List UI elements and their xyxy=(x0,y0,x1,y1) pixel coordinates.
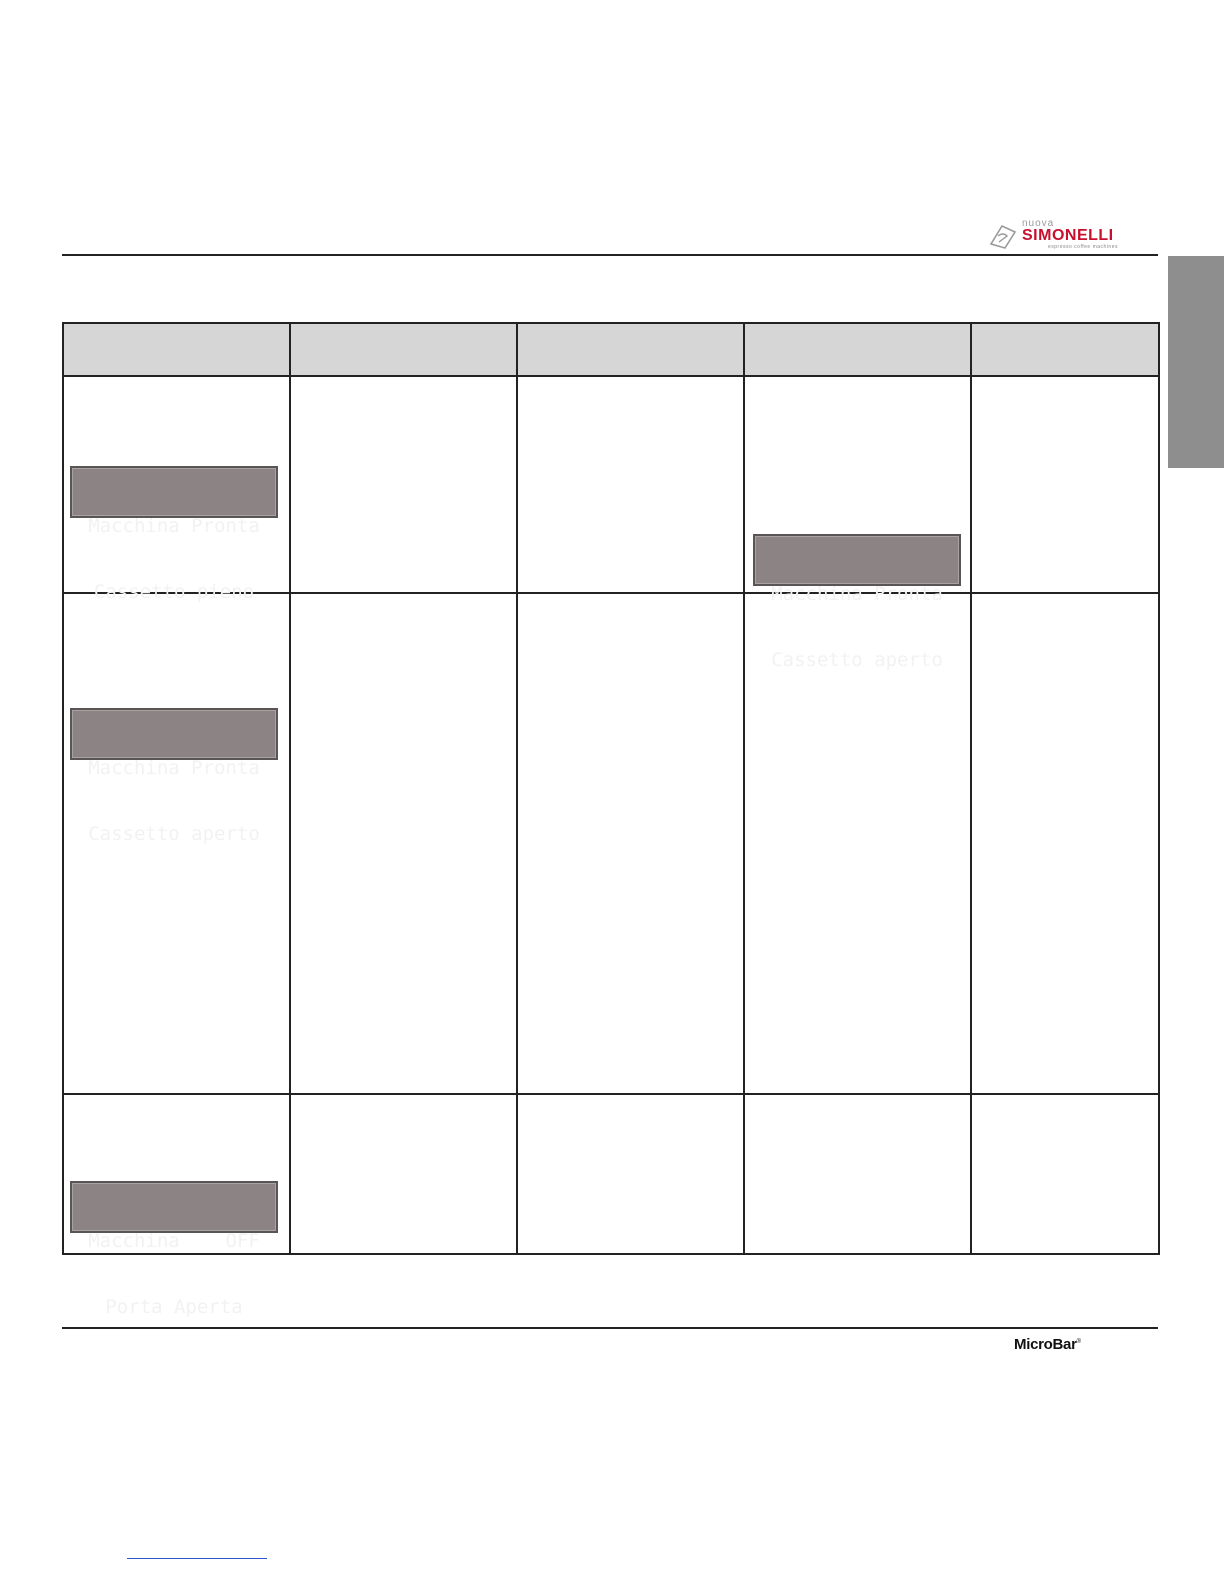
footer-link-underline xyxy=(127,1558,267,1559)
table-cell xyxy=(290,593,517,1094)
display-cell xyxy=(63,593,290,1094)
lcd-line-2: Porta Aperta xyxy=(105,1296,243,1318)
logo-nuova-text: nuova xyxy=(1022,218,1055,229)
table-row xyxy=(63,376,1159,593)
lcd-line-1: Macchina OFF xyxy=(88,1230,260,1252)
lcd-line-1: Macchina Pronta xyxy=(88,515,260,537)
nuova-simonelli-logo xyxy=(988,218,1164,252)
header-cell xyxy=(517,323,744,376)
header-cell xyxy=(744,323,971,376)
table-cell xyxy=(290,1094,517,1254)
lcd-line-1: Macchina Pronta xyxy=(771,583,943,605)
lcd-line-1: Macchina Pronta xyxy=(88,757,260,779)
footer-rule xyxy=(62,1327,1158,1329)
table-cell xyxy=(517,593,744,1094)
section-side-tab xyxy=(1168,256,1224,468)
lcd-display xyxy=(70,708,278,845)
display-cell xyxy=(63,1094,290,1318)
lcd-display xyxy=(70,466,278,603)
table-cell xyxy=(744,376,971,671)
table-cell xyxy=(744,1094,971,1254)
lcd-line-2: Cassetto pieno xyxy=(93,581,255,603)
alarm-table xyxy=(62,322,1160,1318)
lcd-display xyxy=(70,1181,278,1318)
lcd-display xyxy=(753,534,961,671)
registered-mark: ® xyxy=(1076,1339,1081,1345)
display-cell xyxy=(63,376,290,603)
table-cell xyxy=(971,1094,1159,1254)
microbar-logo xyxy=(1014,1336,1081,1353)
table-cell xyxy=(517,376,744,593)
header-rule xyxy=(62,254,1158,256)
lcd-line-2: Cassetto aperto xyxy=(771,649,943,671)
header-cell xyxy=(290,323,517,376)
header-cell xyxy=(971,323,1159,376)
logo-brand-text: SIMONELLI xyxy=(1022,227,1114,244)
simonelli-logo-icon xyxy=(988,222,1018,250)
table-cell xyxy=(290,376,517,593)
table-header-row xyxy=(63,323,1159,376)
table-row xyxy=(63,1094,1159,1254)
table-cell xyxy=(971,593,1159,1094)
lcd-line-2: Cassetto aperto xyxy=(88,823,260,845)
table-cell xyxy=(744,593,971,1094)
header-cell xyxy=(63,323,290,376)
table-cell xyxy=(971,376,1159,593)
table-row xyxy=(63,593,1159,1094)
logo-tagline-text: espresso coffee machines xyxy=(1048,244,1118,250)
table-cell xyxy=(517,1094,744,1254)
footer-brand-text: MicroBar xyxy=(1014,1336,1077,1353)
